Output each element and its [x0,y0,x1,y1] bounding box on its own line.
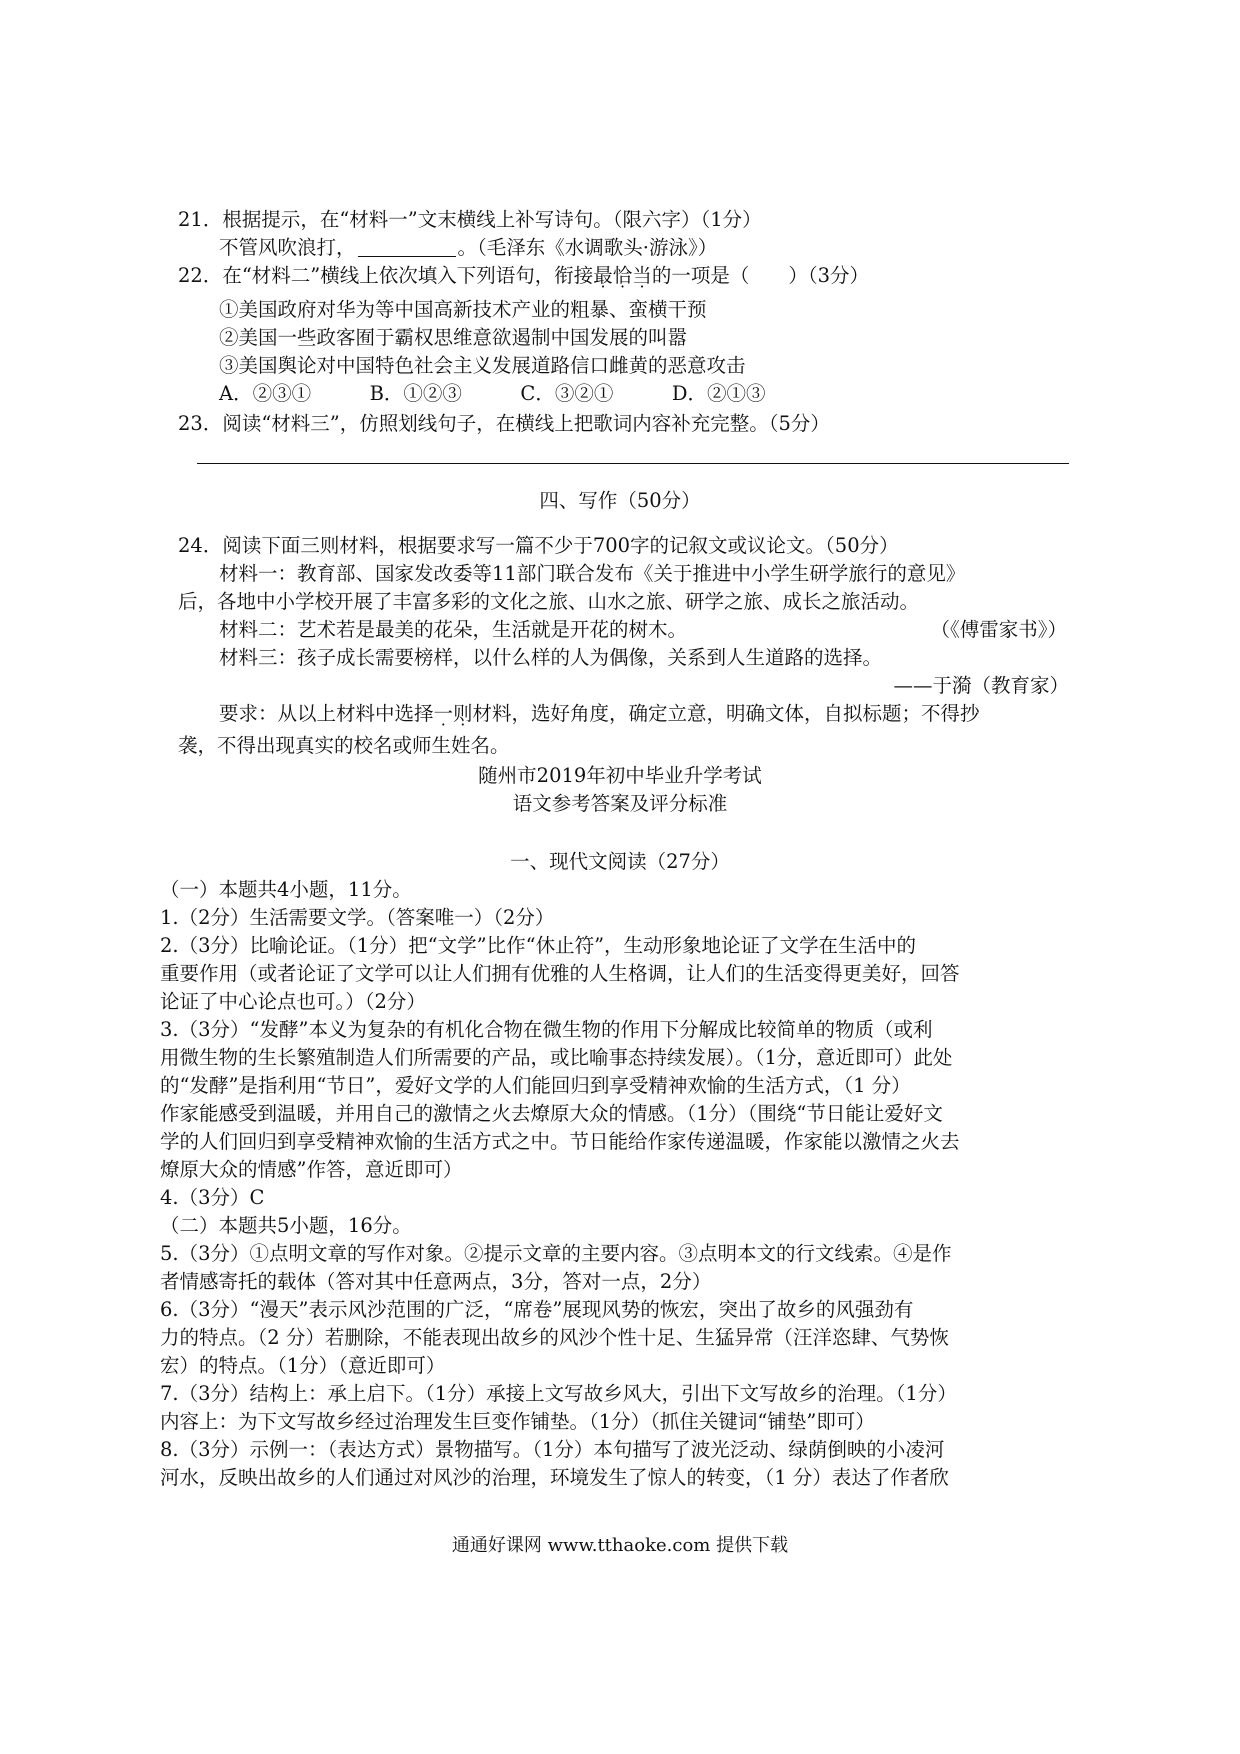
q22-option-1: ①美国政府对华为等中国高新技术产业的粗暴、蛮横干预 [219,298,707,321]
q23-answer-line [197,463,1069,464]
q24-emph-char: 则 [453,702,473,725]
q24-material-2: 材料二：艺术若是最美的花朵，生活就是开花的树木。 [219,618,688,641]
answer-2-line-2: 重要作用（或者论证了文学可以让人们拥有优雅的人生格调，让人们的生活变得更美好，回答 [160,962,960,985]
q24-req-pre: 要求：从以上材料中选择 [219,702,434,725]
answer-3-line-6: 燎原大众的情感”作答，意近即可） [160,1158,463,1181]
answer-2-line-1: 2.（3分）比喻论证。（1分）把“文学”比作“休止符”，生动形象地论证了文学在生活中的 [160,934,917,957]
answer-3-line-3: 的“发酵”是指利用“节日”，爱好文学的人们能回归到享受精神欢愉的生活方式，（1 分） [160,1074,911,1097]
q24-material-2-line [219,616,1067,644]
answer-title-1: 随州市2019年初中毕业升学考试 [478,764,762,787]
q24-material-1b: 后，各地中小学校开展了丰富多彩的文化之旅、山水之旅、研学之旅、成长之旅活动。 [178,590,920,613]
answers-part-2: （二）本题共5小题，16分。 [160,1214,412,1237]
q22-prompt-pre: 22．在“材料二”横线上依次填入下列语句，衔接 [178,264,594,287]
q22-choices: A．②③① B．①②③ C．③②① D．②①③ [219,382,766,405]
answer-2-line-3: 论证了中心论点也可。）（2分） [160,990,426,1013]
answers-section-1: 一、现代文阅读（27分） [510,850,730,873]
answer-7-line-2: 内容上：为下文写故乡经过治理发生巨变作铺垫。（1分）（抓住关键词“铺垫”即可） [160,1410,875,1433]
answer-6-line-3: 宏）的特点。（1分）（意近即可） [160,1354,446,1377]
q22-emph-char: 最 [593,264,613,287]
q24-material-1a: 材料一：教育部、国家发改委等11部门联合发布《关于推进中小学生研学旅行的意见》 [219,562,966,585]
answer-4: 4.（3分）C [160,1186,265,1209]
q24-req-post: 材料，选好角度，确定立意，明确文体，自拟标题；不得抄 [472,702,980,725]
q24-requirement [219,700,980,728]
q22-option-2: ②美国一些政客囿于霸权思维意欲遏制中国发展的叫嚣 [219,326,688,349]
q24-material-3: 材料三：孩子成长需要榜样，以什么样的人为偶像，关系到人生道路的选择。 [219,646,883,669]
answer-3-line-2: 用微生物的生长繁殖制造人们所需要的产品，或比喻事态持续发展）。（1分，意近即可）此处 [160,1046,953,1069]
page-footer: 通通好课网 www.tthaoke.com 提供下载 [451,1535,789,1556]
q21-verse-post: 。（毛泽东《水调歌头·游泳》） [457,236,718,259]
section4-title: 四、写作（50分） [539,489,701,512]
answers-part-1: （一）本题共4小题，11分。 [160,878,412,901]
answer-8-line-1: 8.（3分）示例一：（表达方式）景物描写。（1分）本句描写了波光泛动、绿荫倒映的小凌河 [160,1438,945,1461]
q21-answer-blank [358,236,456,257]
q24-material-3-source: ——于漪（教育家） [893,674,1069,697]
answer-6-line-2: 力的特点。（2 分）若删除，不能表现出故乡的风沙个性十足、生猛异常（汪洋恣肆、气势恢 [160,1326,949,1349]
q22-emph-char: 恰 [612,264,633,287]
answer-title-2: 语文参考答案及评分标准 [512,792,728,815]
q24-prompt: 24．阅读下面三则材料，根据要求写一篇不少于700字的记叙文或议论文。（50分） [178,534,899,557]
q24-emph-char: 一 [433,702,454,725]
answer-6-line-1: 6.（3分）“漫天”表示风沙范围的广泛，“席卷”展现风势的恢宏，突出了故乡的风强劲有 [160,1298,914,1321]
answer-8-line-2: 河水，反映出故乡的人们通过对风沙的治理，环境发生了惊人的转变，（1 分）表达了作者欣 [160,1466,949,1489]
q22-prompt [178,262,869,290]
answer-1: 1.（2分）生活需要文学。（答案唯一）（2分） [160,906,555,929]
q22-emph-char: 当 [632,264,652,287]
q22-option-3: ③美国舆论对中国特色社会主义发展道路信口雌黄的恶意攻击 [219,354,746,377]
answer-5-line-1: 5.（3分）①点明文章的写作对象。②提示文章的主要内容。③点明本文的行文线索。④是作 [160,1242,952,1265]
q21-verse-line [219,234,717,262]
answer-5-line-2: 者情感寄托的载体（答对其中任意两点，3分，答对一点，2分） [160,1270,712,1293]
q21-prompt: 21．根据提示，在“材料一”文末横线上补写诗句。（限六字）（1分） [178,208,762,231]
q24-material-2-source: （《傅雷家书》） [930,618,1067,641]
answer-3-line-4: 作家能感受到温暖，并用自己的激情之火去燎原大众的情感。（1分）（围绕“节日能让爱好文 [160,1102,943,1125]
answer-3-line-1: 3.（3分）“发酵”本义为复杂的有机化合物在微生物的作用下分解成比较简单的物质（或利 [160,1018,933,1041]
q23-prompt: 23．阅读“材料三”，仿照划线句子，在横线上把歌词内容补充完整。（5分） [178,412,830,435]
q22-prompt-post: 的一项是（ ）（3分） [651,264,869,287]
q24-requirement-2: 袭，不得出现真实的校名或师生姓名。 [178,734,510,757]
answer-7-line-1: 7.（3分）结构上：承上启下。（1分）承接上文写故乡风大，引出下文写故乡的治理。（1分） [160,1382,957,1405]
answer-3-line-5: 学的人们回归到享受精神欢愉的生活方式之中。节日能给作家传递温暖，作家能以激情之火去 [160,1130,960,1153]
q21-verse-pre: 不管风吹浪打， [219,236,356,259]
